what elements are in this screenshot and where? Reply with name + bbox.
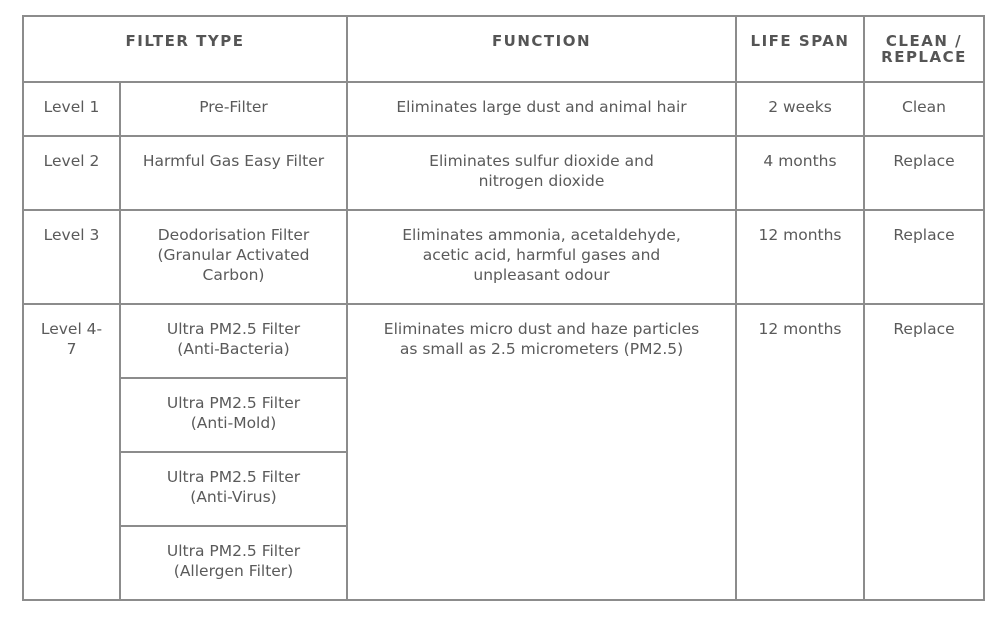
life-span-cell-group: 12 months	[736, 304, 864, 600]
level-group-line1: Level 4-	[40, 320, 103, 338]
filter-name-cell	[120, 210, 347, 304]
filter-name-line: (Anti-Bacteria)	[177, 340, 290, 358]
filter-name-cell	[120, 136, 347, 210]
action-cell: Replace	[864, 210, 984, 304]
function-line: nitrogen dioxide	[478, 172, 605, 190]
function-line: unpleasant odour	[473, 266, 610, 284]
function-line: Eliminates large dust and animal hair	[396, 98, 687, 116]
header-row	[23, 16, 984, 82]
life-span-cell: 2 weeks	[736, 82, 864, 136]
filter-name-line: Ultra PM2.5 Filter	[166, 542, 301, 560]
table-row	[23, 136, 984, 210]
filter-table	[22, 15, 985, 601]
filter-name-line: (Granular Activated	[157, 246, 310, 264]
filter-name-cell	[120, 378, 347, 452]
header-filter-type: FILTER TYPE	[23, 16, 347, 82]
function-line: as small as 2.5 micrometers (PM2.5)	[399, 340, 684, 358]
filter-name-cell	[120, 452, 347, 526]
function-line: Eliminates micro dust and haze particles	[383, 320, 700, 338]
header-clean-replace	[864, 16, 984, 82]
filter-name-line: (Anti-Virus)	[190, 488, 277, 506]
function-cell	[347, 82, 736, 136]
level-cell: Level 1	[23, 82, 120, 136]
function-line: acetic acid, harmful gases and	[422, 246, 661, 264]
life-span-cell: 12 months	[736, 210, 864, 304]
filter-name-line: Ultra PM2.5 Filter	[166, 394, 301, 412]
header-life-span: LIFE SPAN	[736, 16, 864, 82]
filter-name-line: Carbon)	[202, 266, 265, 284]
header-clean-replace-line2: REPLACE	[881, 48, 967, 66]
filter-name-cell	[120, 304, 347, 378]
action-cell: Clean	[864, 82, 984, 136]
table-row	[23, 304, 984, 378]
function-cell-group	[347, 304, 736, 600]
level-cell: Level 2	[23, 136, 120, 210]
table-row	[23, 210, 984, 304]
filter-name-line: Deodorisation Filter	[157, 226, 310, 244]
level-cell-group	[23, 304, 120, 600]
action-cell: Replace	[864, 136, 984, 210]
filter-name-line: (Anti-Mold)	[190, 414, 277, 432]
function-line: Eliminates sulfur dioxide and	[429, 152, 654, 170]
filter-name-line: Ultra PM2.5 Filter	[166, 320, 301, 338]
function-line: Eliminates ammonia, acetaldehyde,	[402, 226, 681, 244]
function-cell	[347, 136, 736, 210]
filter-name-line: Harmful Gas Easy Filter	[142, 152, 325, 170]
function-cell	[347, 210, 736, 304]
filter-name-line: (Allergen Filter)	[173, 562, 294, 580]
filter-name-line: Ultra PM2.5 Filter	[166, 468, 301, 486]
header-clean-replace-line1: CLEAN /	[885, 32, 963, 50]
table-row	[23, 82, 984, 136]
level-group-line2: 7	[66, 340, 77, 358]
header-function: FUNCTION	[347, 16, 736, 82]
level-cell: Level 3	[23, 210, 120, 304]
filter-name-cell	[120, 82, 347, 136]
filter-name-cell	[120, 526, 347, 600]
life-span-cell: 4 months	[736, 136, 864, 210]
filter-name-line: Pre-Filter	[199, 98, 268, 116]
action-cell-group: Replace	[864, 304, 984, 600]
